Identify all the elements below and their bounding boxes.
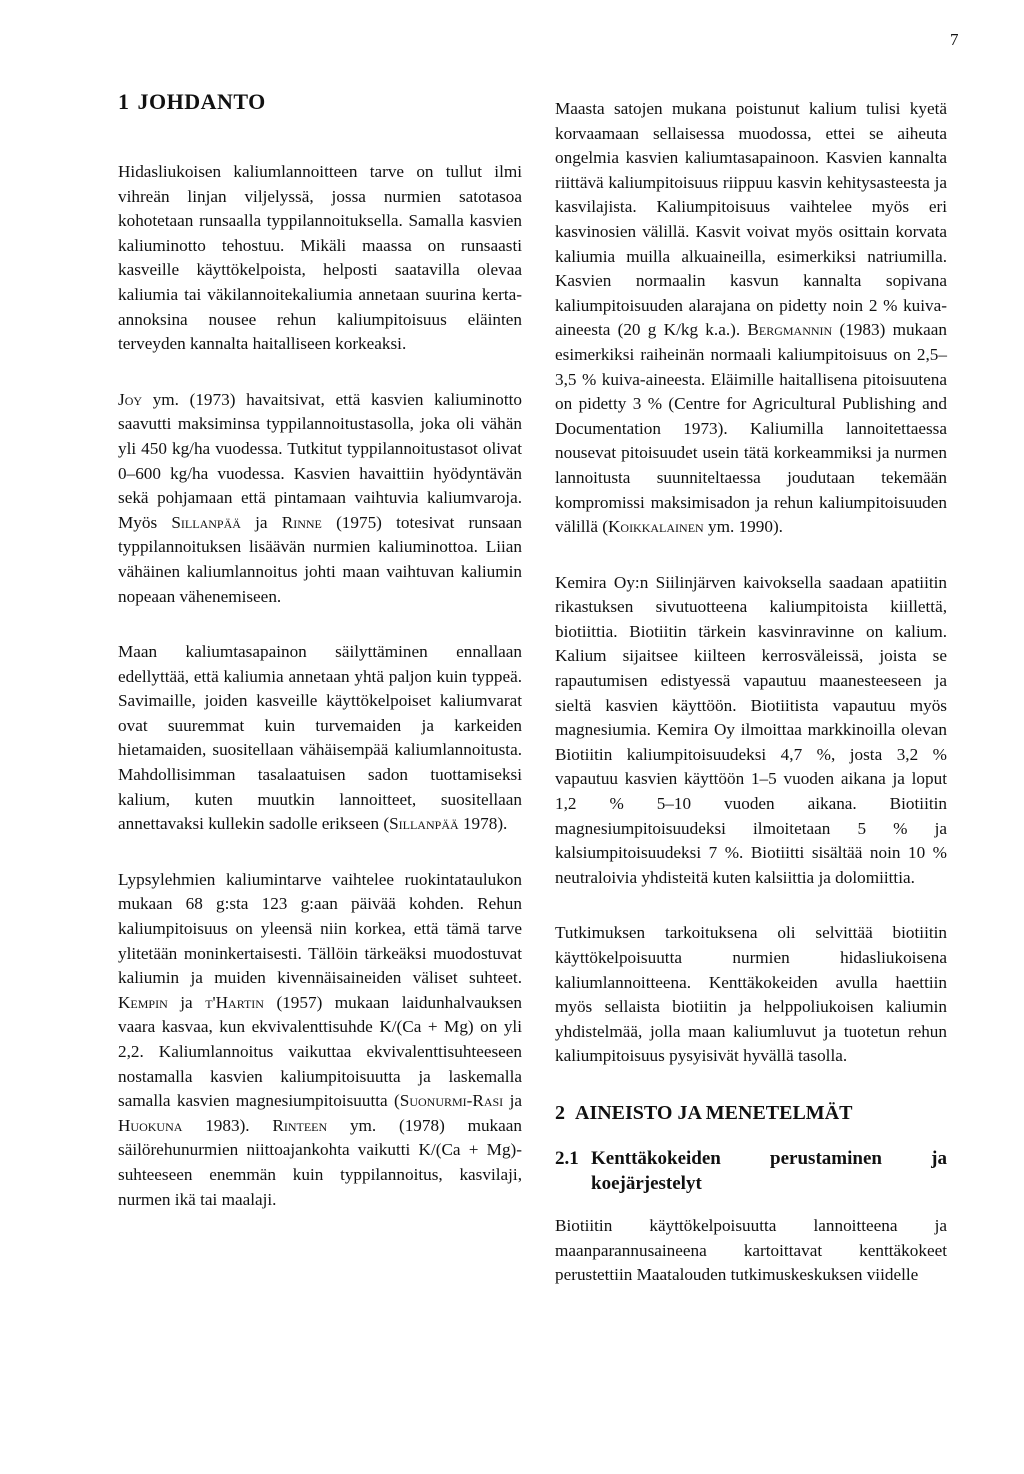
citation-author: Suonurmi-Rasi — [399, 1091, 504, 1111]
paragraph-text: ym. (1978) mukaan säilörehunurmien niittoajankohta vaikutti K/(Ca + Mg)-suhteeseen enemmän kuin typpilannoitus, kasvilaji, nurmen ikä tai maalaji. — [118, 1115, 522, 1209]
section-2-heading — [555, 1100, 947, 1126]
citation-author: Koikkalainen — [607, 517, 704, 537]
paragraph-text: ym. 1990). — [703, 517, 783, 537]
paragraph-text: (1975) totesivat runsaan typpilannoituksen lisäävän nurmien kaliuminottoa. Liian vähäinen kaliumlannoitus johti maan vaihtuvan kaliumin nopeaan vähenemiseen. — [118, 512, 522, 606]
subsection-number: 2.1 — [555, 1147, 579, 1169]
paragraph-text: ym. (1973) havaitsivat, että kasvien kaliuminotto saavutti maksiminsa typpilannoitustasolla, joka oli vähän yli 450 kg/ha vuodessa. Tutkitut typpilannoitustasot olivat 0–600 kg/ha vuodessa. Kasvien havaittiin hyödyntävän sekä pohjamaan että pintamaan vaihtuvia kaliumvaroja. Myös — [118, 389, 522, 532]
paragraph-text: ja — [167, 992, 206, 1012]
citation-author: Sillanpää — [171, 512, 241, 532]
paragraph-text: ja — [503, 1091, 523, 1111]
paragraph-text: Maasta satojen mukana poistunut kalium tulisi kyetä korvaamaan sellaisessa muodossa, ettei se aiheuta ongelmia kasvien kaliumtasapainoon. Kasvien kannalta riittävä kaliumpitoisuus riippuu kasvin kehitysasteesta ja kasvilajista. Kaliumpitoisuus vaihtelee myös eri kasvinosien välillä. Kasvit voivat myös osittain korvata kaliumia muilla alkuaineilla, esimerkiksi natriumilla. Kasvien normaalin kasvun kannalta sopivana kaliumpitoisuuden alarajana on pidetty noin 2 % kuiva-aineesta (20 g K/kg k.a.). — [555, 99, 947, 340]
paragraph-biotiitti-kenttakokeet: Biotiitin käyttökelpoisuutta lannoitteena ja maanparannusaineena kartoittavat kenttäkokeet perustettiin Maatalouden tutkimuskeskuksen viidelle — [555, 1215, 947, 1285]
left-column — [118, 88, 522, 1243]
citation-author: Huokuna — [118, 1115, 183, 1135]
paragraph-lypsylehmat — [118, 868, 522, 1212]
citation-author: Sillanpää — [389, 814, 459, 834]
paragraph-text: (1983) mukaan esimerkiksi raiheinän normaali kaliumpitoisuus on 2,5–3,5 % kuiva-aineesta. Eläimille haitallisena pitoisuutena on pidetty 3 % (Centre for Agricultural Publishing and Documentation 1973). Kaliumilla lannoitettaessa nousevat pitoisuudet usein tätä korkeammiksi ja nurmen lannoitusta suunniteltaessa joudutaan tekemään kompromissi maksimisadon ja rehun kaliumpitoisuuden välillä ( — [555, 320, 947, 537]
citation-author: Bergmannin — [747, 320, 833, 340]
section-number: 1 — [118, 89, 130, 114]
paragraph-kaliumtasapaino — [118, 640, 522, 837]
paragraph-intro: Hidasliukoisen kaliumlannoitteen tarve on tullut ilmi vihreän linjan viljelyssä, jossa nurmien satotasoa kohotetaan runsaalla typpilannoituksella. Samalla kasvien kaliuminotto tehostuu. Mikäli maassa on runsaasti kasveille käyttökelpoista, helposti saatavilla olevaa kaliumia tai väkilannoitekaliumia annetaan suurina kerta-annoksina nousee rehun kaliumpitoisuus eläinten terveyden kannalta haitalliseen korkeaksi. — [118, 162, 522, 354]
citation-author: Rinne — [281, 512, 322, 532]
paragraph-maasta — [555, 97, 947, 540]
paragraph-text: Lypsylehmien kaliumintarve vaihtelee ruokintataulukon mukaan 68 g:sta 123 g:aan päivää kohden. Rehun kaliumpitoisuus on yleensä niin korkea, että tämä tarve ylitetään moninkertaisesti. Tällöin tärkeäksi muodostuvat kaliumin ja muiden kivennäisaineiden väliset suhteet. — [118, 869, 522, 988]
subsection-title: Kenttäkokeiden perustaminen ja koejärjestelyt — [591, 1147, 947, 1194]
paragraph-text: Maan kaliumtasapainon säilyttäminen ennallaan edellyttää, että kaliumia annetaan yhtä paljon kuin typpeä. Savimaille, joiden kasveille käyttökelpoiset kaliumvarat ovat suuremmat kuin turvemaiden ja karkeiden hietamaiden, suositellaan vähäisempää kaliumlannoitusta. Mahdollisimman tasalaatuisen sadon tuottamiseksi kalium, kuten muutkin lannoitteet, suositellaan annettavaksi kullekin sadolle erikseen ( — [118, 642, 522, 834]
paragraph-tarkoitus: Tutkimuksen tarkoituksena oli selvittää biotiitin käyttökelpoisuutta nurmien hidasliukoisena kaliumlannoitteena. Kenttäkokeiden avulla haettiin myös sellaista biotiitin ja helppoliukoisen kaliumin yhdistelmää, jolla maan kaliumluvut ja tuotetun rehun kaliumpitoisuus pysyisivät hyvällä tasolla. — [555, 923, 947, 1066]
paragraph-kemira: Kemira Oy:n Siilinjärven kaivoksella saadaan apatiitin rikastuksen sivutuotteena kaliumpitoista kiillettä, biotiittia. Biotiitin tärkein kasvinravinne on kalium. Kalium sijaitsee kiilteen kerrosväleissä, joista se rapautumisen edistyessä vapautuu maanesteeseen ja sieltä kasvien käyttöön. Biotiitista vapautuu myös magnesiumia. Kemira Oy ilmoittaa markkinoilla olevan Biotiitin kaliumpitoisuudeksi 4,7 %, josta 3,2 % vapautuu kasvien käyttöön 1–5 vuoden aikana ja loput 1,2 % 5–10 vuoden aikana. Biotiitin magnesiumpitoisuudeksi ilmoitetaan 5 % ja kalsiumpitoisuudeksi 7 %. Biotiitti sisältää noin 10 % neutraloivia yhdisteitä kuten kalsiittia ja dolomiittia. — [555, 572, 947, 887]
citation-author: Rinteen — [272, 1115, 328, 1135]
section-title: JOHDANTO — [137, 89, 266, 114]
citation-author: Kempin — [118, 992, 168, 1012]
section-1-heading — [118, 88, 522, 116]
citation-author: Joy — [118, 389, 143, 409]
paragraph-text: (1957) mukaan laidunhalvauksen vaara kasvaa, kun ekvivalenttisuhde K/(Ca + Mg) on yli 2,2. Kaliumlannoitus vaikuttaa ekvivalenttisuhteeseen nostamalla kasvien kaliumpitoisuutta ja laskemalla samalla kasvien magnesiumpitoisuutta ( — [118, 992, 523, 1111]
section-number: 2 — [555, 1101, 565, 1124]
citation-author: t'Hartin — [205, 992, 264, 1012]
paragraph-text: ja — [240, 512, 282, 532]
section-title: AINEISTO JA MENETELMÄT — [575, 1101, 853, 1124]
paragraph-text: 1978). — [458, 814, 508, 834]
paragraph-text: 1983). — [182, 1115, 273, 1135]
right-column — [555, 97, 947, 1319]
page-number: 7 — [950, 30, 959, 49]
subsection-2-1-heading — [555, 1146, 947, 1196]
paragraph-joy — [118, 388, 522, 609]
